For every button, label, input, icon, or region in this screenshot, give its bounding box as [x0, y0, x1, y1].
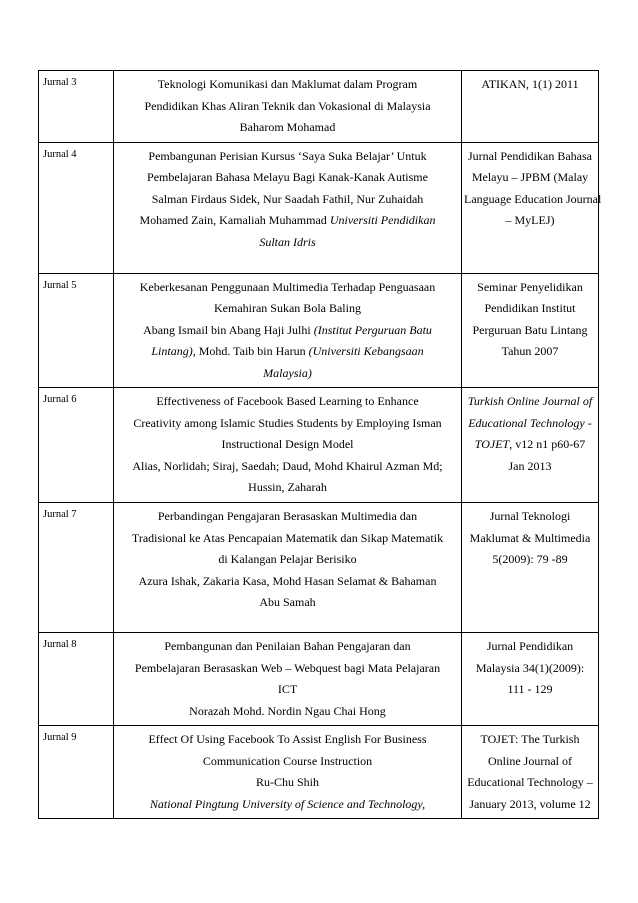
title-line: Tradisional ke Atas Pencapaian Matematik dan Sikap Matematik	[131, 530, 444, 545]
title-line: Salman Firdaus Sidek, Nur Saadah Fathil, Nur Zuhaidah	[151, 191, 424, 206]
publication-line: – MyLEJ)	[505, 213, 555, 227]
publication-line: Language Education Journal	[464, 191, 602, 206]
publication-line: Tahun 2007	[501, 344, 559, 358]
journal-id: Jurnal 3	[39, 71, 114, 143]
title-line: Effectiveness of Facebook Based Learning to Enhance	[156, 394, 419, 408]
affiliation-text: (Institut Perguruan Batu	[310, 322, 432, 337]
journal-title-cell	[114, 388, 462, 503]
title-line: Azura Ishak, Zakaria Kasa, Mohd Hasan Selamat & Bahaman	[138, 573, 437, 588]
publication-line: Educational Technology –	[467, 775, 593, 789]
journal-abbrev: TOJET	[474, 437, 510, 451]
table-row	[39, 633, 599, 726]
title-line	[116, 320, 459, 342]
journal-id: Jurnal 9	[39, 726, 114, 819]
affiliation-line: Sultan Idris	[259, 234, 316, 249]
journal-id: Jurnal 5	[39, 273, 114, 388]
table-row	[39, 503, 599, 633]
publication-line: Online Journal of	[488, 753, 572, 768]
title-line: Keberkesanan Penggunaan Multimedia Terhadap Penguasaan	[139, 279, 436, 294]
author-text: Abang Ismail bin Abang Haji Julhi	[143, 322, 311, 337]
title-line: Communication Course Instruction	[202, 753, 373, 768]
title-line: Teknologi Komunikasi dan Maklumat dalam Program	[157, 77, 418, 91]
journal-title-cell	[114, 726, 462, 819]
author-text: Mohamed Zain, Kamaliah Muhammad	[139, 213, 327, 227]
table-row	[39, 142, 599, 273]
title-line: Effect Of Using Facebook To Assist English For Business	[148, 732, 427, 746]
title-line: Abu Samah	[259, 595, 316, 609]
title-line: Perbandingan Pengajaran Berasaskan Multimedia dan	[157, 509, 418, 523]
journal-id: Jurnal 4	[39, 142, 114, 273]
journal-publication-cell	[462, 726, 599, 819]
journal-publication-cell	[462, 503, 599, 633]
journal-publication-cell	[462, 142, 602, 273]
journal-id: Jurnal 8	[39, 633, 114, 726]
publication-line: Pendidikan Institut	[484, 301, 576, 315]
journal-id: Jurnal 6	[39, 388, 114, 503]
journal-table	[38, 70, 602, 819]
journal-table-body	[39, 71, 602, 819]
journal-publication-cell	[462, 633, 599, 726]
publication-line: Jurnal Pendidikan Bahasa	[468, 148, 592, 163]
publication-line	[464, 434, 596, 456]
affiliation-text: Universiti Pendidikan	[326, 213, 436, 227]
title-line: Hussin, Zaharah	[248, 480, 327, 494]
title-line: Norazah Mohd. Nordin Ngau Chai Hong	[189, 703, 386, 718]
journal-title-cell	[114, 633, 462, 726]
title-line: Kemahiran Sukan Bola Baling	[214, 301, 361, 315]
table-row	[39, 273, 599, 388]
title-line: Baharom Mohamad	[239, 120, 336, 134]
journal-publication-cell	[462, 71, 599, 143]
publication-line: Maklumat & Multimedia	[469, 530, 591, 545]
journal-publication-cell	[462, 388, 599, 503]
affiliation-text: (Universiti Kebangsaan	[305, 344, 424, 358]
publication-line: Educational Technology -	[468, 415, 592, 430]
journal-title-cell	[114, 273, 462, 388]
publication-line: Jan 2013	[508, 458, 552, 473]
affiliation-line: National Pingtung University of Science and Technology,	[149, 796, 426, 811]
title-line: Pembangunan Perisian Kursus ‘Saya Suka Belajar’ Untuk	[148, 148, 427, 163]
publication-line: Malaysia 34(1)(2009):	[475, 660, 585, 675]
table-row	[39, 388, 599, 503]
journal-title-cell	[114, 71, 462, 143]
journal-id: Jurnal 7	[39, 503, 114, 633]
table-row	[39, 71, 599, 143]
title-line: di Kalangan Pelajar Berisiko	[218, 552, 357, 566]
title-line: Pembelajaran Berasaskan Web – Webquest bagi Mata Pelajaran	[134, 660, 441, 675]
publication-text: , v12 n1 p60-67	[509, 437, 586, 451]
journal-title-cell	[114, 142, 462, 273]
affiliation-text: Lintang),	[151, 344, 196, 358]
publication-line: Perguruan Batu Lintang	[472, 322, 588, 337]
title-line: Ru-Chu Shih	[255, 775, 319, 789]
publication-line: Seminar Penyelidikan	[477, 279, 583, 294]
title-line: Pembelajaran Bahasa Melayu Bagi Kanak-Kanak Autisme	[147, 170, 428, 184]
title-line	[116, 210, 459, 232]
title-line: Pembangunan dan Penilaian Bahan Pengajaran dan	[164, 639, 411, 653]
publication-line: TOJET: The Turkish	[480, 732, 580, 746]
author-text: Mohd. Taib bin Harun	[195, 344, 306, 358]
title-line: Pendidikan Khas Aliran Teknik dan Vokasional di Malaysia	[144, 98, 431, 113]
publication-line: Jurnal Teknologi	[489, 509, 571, 523]
journal-title-cell	[114, 503, 462, 633]
publication-line: Turkish Online Journal of	[467, 394, 593, 408]
title-line: ICT	[277, 682, 298, 696]
title-line	[116, 341, 459, 363]
publication-line: Melayu – JPBM (Malay	[471, 170, 589, 184]
affiliation-line: Malaysia)	[263, 365, 312, 380]
table-row	[39, 726, 599, 819]
publication-line: January 2013, volume 12	[469, 796, 591, 811]
title-line: Creativity among Islamic Studies Students by Employing Isman	[133, 415, 442, 430]
publication-line: Jurnal Pendidikan	[486, 639, 574, 653]
publication-line: 111 - 129	[507, 682, 553, 696]
title-line: Alias, Norlidah; Siraj, Saedah; Daud, Mohd Khairul Azman Md;	[132, 458, 443, 473]
title-line: Instructional Design Model	[221, 437, 354, 451]
publication-line: 5(2009): 79 -89	[492, 552, 568, 566]
journal-publication-cell	[462, 273, 599, 388]
publication-line: ATIKAN, 1(1) 2011	[481, 77, 579, 91]
